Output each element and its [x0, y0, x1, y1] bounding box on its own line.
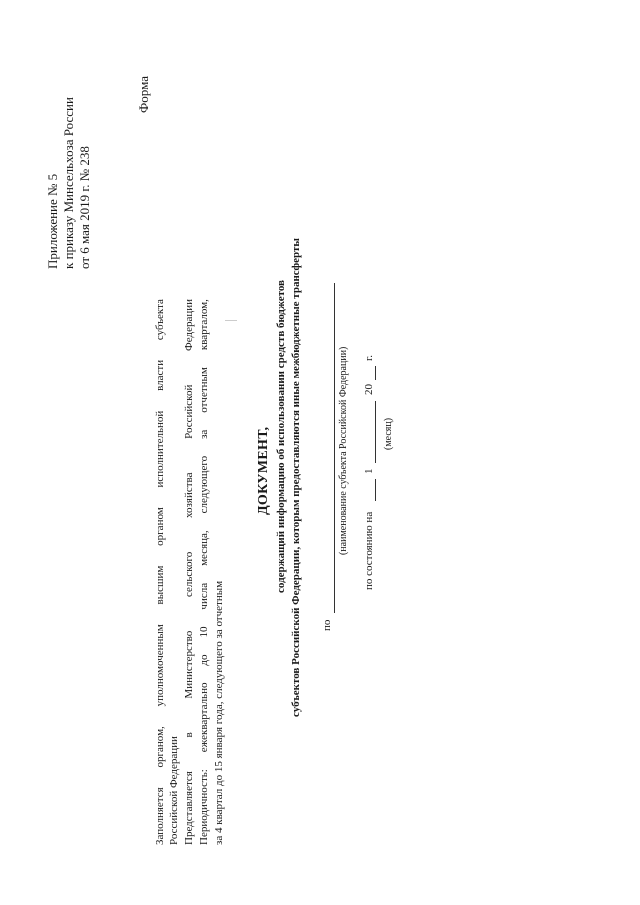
- filled-word: органом: [154, 507, 166, 546]
- title-subline-1: содержащий информацию об использовании средств бюджетов: [275, 279, 287, 593]
- submitted-word: сельского: [183, 551, 195, 598]
- period-word: следующего: [198, 455, 210, 514]
- submitted-word: Российской: [183, 384, 195, 439]
- period-word: числа: [198, 582, 210, 610]
- period-word: месяца,: [198, 530, 210, 566]
- date-year-prefix: 20: [363, 384, 375, 395]
- annex-line-3: от 6 мая 2019 г. № 238: [77, 146, 92, 269]
- period-word: кварталом,: [198, 299, 210, 351]
- filled-word: органом,: [154, 726, 166, 768]
- filled-word: власти: [154, 359, 166, 391]
- filled-word: субъекта: [154, 299, 166, 341]
- filled-word: Заполняется: [154, 787, 166, 845]
- year-field-line: [375, 366, 376, 380]
- subject-name-line: [334, 283, 335, 613]
- submitted-word: Федерации: [183, 299, 195, 351]
- submitted-word: хозяйства: [183, 472, 195, 519]
- month-caption: (месяц): [383, 417, 394, 450]
- filled-by-row-2: Российской Федерации: [168, 736, 180, 845]
- date-day: 1: [363, 468, 375, 474]
- date-suffix: г.: [363, 354, 375, 361]
- annex-line-2: к приказу Минсельхоза России: [61, 97, 76, 269]
- submitted-word: Представляется: [183, 771, 195, 845]
- form-label: Форма: [136, 76, 151, 113]
- periodicity-row-2: за 4 квартал до 15 января года, следующего за отчетным: [213, 580, 225, 845]
- periodicity-row-1: [199, 299, 210, 845]
- document-title: ДОКУМЕНТ,: [256, 426, 271, 515]
- period-word: Периодичность:: [198, 769, 210, 845]
- period-word: 10: [198, 626, 210, 638]
- submitted-word: в: [183, 732, 195, 738]
- submitted-word: Министерство: [183, 630, 195, 699]
- filled-word: исполнительной: [154, 410, 166, 488]
- period-word: ежеквартально: [198, 682, 210, 753]
- subject-prefix: по: [321, 619, 333, 631]
- filled-word: высшим: [154, 565, 166, 605]
- filled-word: уполномоченным: [154, 624, 166, 707]
- period-word: до: [198, 654, 210, 666]
- scan-mark: [225, 320, 237, 321]
- date-prefix: по состоянию на: [363, 511, 375, 590]
- period-word: отчетным: [198, 367, 210, 413]
- month-field-line: [375, 401, 376, 463]
- subject-caption: (наименование субъекта Российской Федерации): [338, 346, 349, 555]
- title-subline-2: субъектов Российской Федерации, которым предоставляются иные межбюджетные трансферты: [290, 238, 302, 717]
- submitted-to-row: [184, 299, 195, 845]
- filled-by-row-1: [155, 299, 166, 845]
- period-word: за: [198, 429, 210, 439]
- day-field-line: [375, 479, 376, 501]
- annex-line-1: Приложение № 5: [45, 173, 60, 269]
